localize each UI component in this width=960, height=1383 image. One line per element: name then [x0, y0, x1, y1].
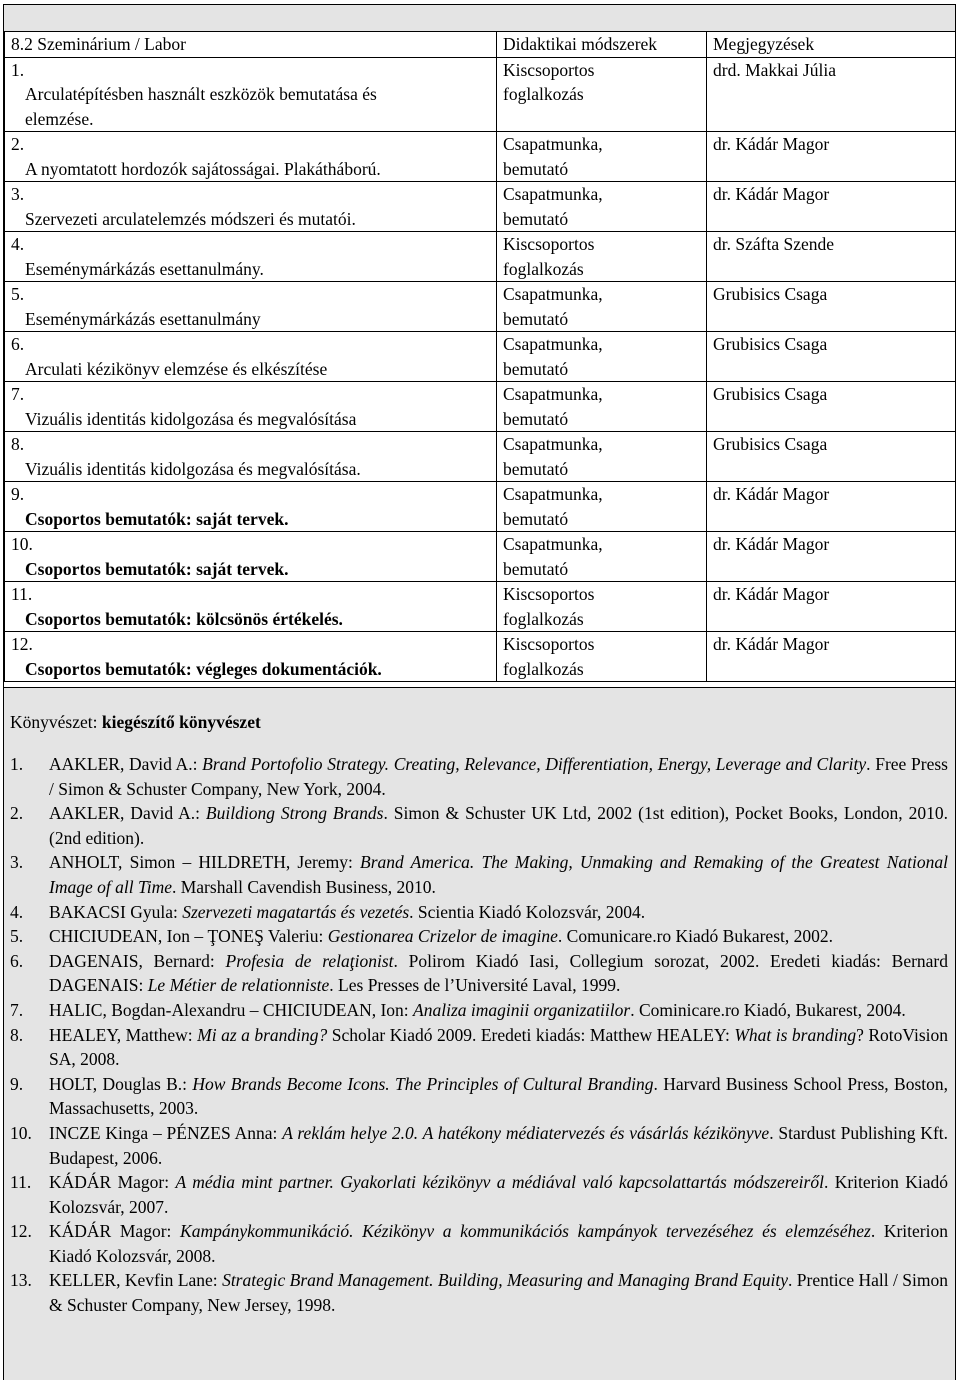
session-cell [5, 332, 497, 382]
method-line: Csapatmunka, [503, 334, 603, 354]
lecturer-name: dr. Kádár Magor [713, 534, 830, 554]
method-line: bemutató [503, 308, 569, 329]
reference-item [10, 924, 948, 949]
method-line: bemutató [503, 458, 569, 479]
table-row [5, 332, 956, 382]
reference-author: CHICIUDEAN, Ion – ŢONEŞ Valeriu: [49, 926, 328, 947]
reference-publisher: . Kriterion Kiadó Kolozsvár, 2007. [49, 1172, 948, 1217]
session-number: 9. [11, 484, 25, 504]
lecturer-name: Grubisics Csaga [713, 334, 828, 354]
reference-item [10, 1170, 948, 1219]
reference-title: Strategic Brand Management. Building, Measuring and Managing Brand Equity [222, 1270, 788, 1291]
method-line: bemutató [503, 558, 569, 579]
method-cell [497, 332, 707, 382]
table-row [5, 132, 956, 182]
reference-number: 6. [10, 950, 24, 971]
reference-author: KÁDÁR Magor: [49, 1221, 181, 1242]
session-cell [5, 432, 497, 482]
session-cell [5, 582, 497, 632]
reference-author: BAKACSI Gyula: [49, 901, 183, 922]
table-row [5, 182, 956, 232]
reference-publisher: . Prentice Hall / Simon & Schuster Company, New Jersey, 1998. [49, 1270, 948, 1316]
session-cell [5, 57, 497, 132]
reference-publisher: . Free Press / Simon & Schuster Company, New York, 2004. [49, 754, 948, 799]
session-number: 2. [11, 134, 25, 154]
note-cell [707, 332, 956, 382]
reference-item [10, 801, 948, 850]
reference-publisher: . Scientia Kiadó Kolozsvár, 2004. [409, 901, 646, 922]
note-cell [707, 382, 956, 432]
reference-title: How Brands Become Icons. The Principles of Cultural Branding [192, 1073, 654, 1094]
seminar-table [4, 31, 956, 682]
session-title: Arculati kézikönyv elemzése és elkészítése [25, 358, 328, 379]
reference-author: ANHOLT, Simon – HILDRETH, Jeremy: [49, 852, 361, 873]
note-cell [707, 482, 956, 532]
reference-item [10, 949, 948, 998]
note-cell [707, 632, 956, 682]
reference-original-publisher: . Les Presses de l’Université Laval, 1999. [329, 975, 621, 996]
lecturer-name: dr. Kádár Magor [713, 584, 830, 604]
reference-number: 13. [10, 1270, 32, 1291]
reference-title: Gestionarea Crizelor de imagine [327, 926, 558, 947]
reference-title: Brand Portofolio Strategy. Creating, Relevance, Differentiation, Energy, Leverage and Clarity [202, 754, 867, 774]
top-bar [4, 5, 955, 32]
lecturer-name: dr. Kádár Magor [713, 134, 830, 154]
reference-number: 7. [10, 999, 24, 1020]
reference-item [10, 1219, 948, 1268]
session-number: 5. [11, 284, 25, 304]
method-line: Kiscsoportos [503, 634, 595, 654]
reference-author: DAGENAIS, Bernard: [49, 950, 226, 971]
reference-number: 10. [10, 1122, 32, 1143]
bibliography-label: Könyvészet: [10, 712, 98, 732]
method-line: Csapatmunka, [503, 184, 603, 204]
session-title [11, 82, 496, 131]
session-title: Csoportos bemutatók: kölcsönös értékelés. [25, 608, 343, 629]
reference-number: 12. [10, 1221, 32, 1242]
session-number: 1. [11, 59, 25, 80]
lecturer-name: dr. Kádár Magor [713, 484, 830, 504]
reference-publisher: . Kriterion Kiadó Kolozsvár, 2008. [49, 1221, 948, 1266]
method-line: Csapatmunka, [503, 534, 603, 554]
reference-title: Brand America. The Making, Unmaking and Remaking of the Greatest National Image of all Time [49, 852, 948, 897]
reference-author: KELLER, Kevfin Lane: [49, 1270, 223, 1291]
table-row [5, 582, 956, 632]
lecturer-name: Grubisics Csaga [713, 384, 828, 404]
reference-author: AAKLER, David A.: [49, 803, 206, 824]
bibliography-sublabel: kiegészítő könyvészet [101, 712, 261, 732]
reference-publisher: Scholar Kiadó 2009. Eredeti kiadás: Matthew HEALEY: [327, 1024, 730, 1045]
reference-publisher: . Simon & Schuster UK Ltd, 2002 (1st edition), Pocket Books, London, 2010. (2nd edition). [49, 803, 948, 848]
header-method: Didaktikai módszerek [497, 32, 707, 58]
reference-original-publisher: ? RotoVision SA, 2008. [49, 1024, 949, 1070]
reference-publisher: . Stardust Publishing Kft. Budapest, 2006. [49, 1122, 949, 1168]
bibliography-heading [10, 710, 261, 734]
lecturer-name: dr. Kádár Magor [713, 634, 830, 654]
session-number: 8. [11, 434, 25, 454]
reference-item [10, 900, 948, 925]
method-cell [497, 432, 707, 482]
session-cell [5, 132, 497, 182]
session-title: A nyomtatott hordozók sajátosságai. Plakátháború. [25, 158, 381, 179]
method-line: Csapatmunka, [503, 434, 603, 454]
reference-author: INCZE Kinga – PÉNZES Anna: [49, 1122, 283, 1143]
session-title: Csoportos bemutatók: végleges dokumentációk. [25, 658, 382, 679]
method-line: Kiscsoportos [503, 234, 595, 254]
method-cell [497, 132, 707, 182]
reference-list [10, 752, 948, 1318]
reference-item [10, 1121, 948, 1170]
reference-number: 2. [10, 803, 24, 824]
lecturer-name: Grubisics Csaga [713, 434, 828, 454]
table-row [5, 282, 956, 332]
method-line: Csapatmunka, [503, 384, 603, 404]
reference-number: 1. [10, 754, 24, 774]
session-number: 7. [11, 384, 25, 404]
method-line: Kiscsoportos [503, 584, 595, 604]
reference-item [10, 1023, 948, 1072]
session-number: 12. [11, 634, 33, 654]
session-title-line: Arculatépítésben használt eszközök bemutatása és [25, 84, 377, 104]
note-cell [707, 282, 956, 332]
session-title-line: elemzése. [25, 108, 94, 129]
method-cell [497, 582, 707, 632]
reference-author: KÁDÁR Magor: [49, 1172, 176, 1193]
method-cell [497, 532, 707, 582]
reference-title: A reklám helye 2.0. A hatékony médiatervezés és vásárlás kézikönyve [282, 1122, 770, 1143]
session-number: 3. [11, 184, 25, 204]
session-number: 6. [11, 334, 25, 354]
session-title: Szervezeti arculatelemzés módszeri és mutatói. [25, 208, 356, 229]
reference-item [10, 850, 948, 899]
reference-title: Mi az a branding? [197, 1024, 328, 1045]
note-cell [707, 132, 956, 182]
session-cell [5, 182, 497, 232]
note-cell [707, 232, 956, 282]
session-cell [5, 282, 497, 332]
method-line: foglalkozás [503, 608, 584, 629]
note-cell [707, 582, 956, 632]
method-cell [497, 57, 707, 132]
reference-publisher: . Comunicare.ro Kiadó Bukarest, 2002. [557, 926, 833, 947]
method-line: Csapatmunka, [503, 284, 603, 304]
method-line: bemutató [503, 358, 569, 379]
table-row [5, 57, 956, 132]
table-row [5, 482, 956, 532]
session-cell [5, 482, 497, 532]
reference-publisher: . Marshall Cavendish Business, 2010. [171, 876, 436, 897]
lecturer-name: dr. Kádár Magor [713, 184, 830, 204]
note-cell [707, 57, 956, 132]
session-cell [5, 382, 497, 432]
reference-author: HEALEY, Matthew: [49, 1024, 198, 1045]
session-number: 4. [11, 234, 25, 254]
reference-title: A média mint partner. Gyakorlati kézikönyv a médiával való kapcsolattartás módszereiről [175, 1172, 824, 1193]
reference-original-title: What is branding [734, 1024, 857, 1045]
reference-publisher: . Harvard Business School Press, Boston, Massachusetts, 2003. [49, 1073, 948, 1119]
session-title: Csoportos bemutatók: saját tervek. [25, 508, 289, 529]
session-cell [5, 532, 497, 582]
session-cell [5, 232, 497, 282]
reference-number: 11. [10, 1172, 32, 1193]
method-line: Kiscsoportos [503, 59, 595, 80]
reference-item [10, 1072, 948, 1121]
reference-author: HOLT, Douglas B.: [49, 1073, 193, 1094]
session-title: Vizuális identitás kidolgozása és megvalósítása. [25, 458, 361, 479]
lecturer-name: drd. Makkai Júlia [713, 59, 836, 80]
reference-publisher: . Cominicare.ro Kiadó, Bukarest, 2004. [630, 999, 906, 1020]
session-title: Csoportos bemutatók: saját tervek. [25, 558, 289, 579]
method-line: foglalkozás [503, 658, 584, 679]
table-row [5, 432, 956, 482]
reference-item [10, 752, 948, 801]
method-cell [497, 382, 707, 432]
method-line: bemutató [503, 508, 569, 529]
method-line: bemutató [503, 408, 569, 429]
reference-title: Profesia de relaţionist [225, 950, 394, 971]
session-number: 10. [11, 534, 33, 554]
method-cell [497, 182, 707, 232]
reference-title: Buildiong Strong Brands [205, 803, 384, 824]
reference-publisher: . Polirom Kiadó Iasi, Collegium sorozat, 2002. Eredeti kiadás: Bernard DAGENAIS: [49, 950, 949, 996]
method-line: foglalkozás [503, 84, 584, 104]
reference-number: 8. [10, 1024, 24, 1045]
reference-title: Analiza imaginii organizatiilor [413, 999, 631, 1020]
table-row [5, 632, 956, 682]
reference-number: 3. [10, 852, 24, 873]
method-line: Csapatmunka, [503, 484, 603, 504]
method-line: foglalkozás [503, 258, 584, 279]
header-session: 8.2 Szeminárium / Labor [5, 32, 497, 58]
table-row [5, 232, 956, 282]
reference-number: 5. [10, 926, 24, 947]
session-title: Vizuális identitás kidolgozása és megvalósítása [25, 408, 357, 429]
document-page [3, 4, 956, 1380]
note-cell [707, 532, 956, 582]
reference-original-title: Le Métier de relationniste [147, 975, 330, 996]
reference-author: HALIC, Bogdan-Alexandru – CHICIUDEAN, Ion: [49, 999, 414, 1020]
method-line: Csapatmunka, [503, 134, 603, 154]
session-title: Eseménymárkázás esettanulmány [25, 308, 261, 329]
session-title: Eseménymárkázás esettanulmány. [25, 258, 264, 279]
note-cell [707, 182, 956, 232]
method-line: bemutató [503, 158, 569, 179]
reference-number: 4. [10, 901, 24, 922]
table-row [5, 382, 956, 432]
header-note: Megjegyzések [707, 32, 956, 58]
lecturer-name: Grubisics Csaga [713, 284, 828, 304]
method-cell [497, 232, 707, 282]
session-cell [5, 632, 497, 682]
reference-number: 9. [10, 1073, 24, 1094]
method-cell [497, 282, 707, 332]
reference-item [10, 998, 948, 1023]
lecturer-name: dr. Száfta Szende [713, 234, 834, 254]
method-cell [497, 632, 707, 682]
note-cell [707, 432, 956, 482]
session-number: 11. [11, 584, 33, 604]
reference-title: Kampánykommunikáció. Kézikönyv a kommunikációs kampányok tervezéséhez és elemzéséhez [180, 1221, 871, 1242]
bibliography-section [4, 687, 955, 1380]
reference-title: Szervezeti magatartás és vezetés [182, 901, 410, 922]
table-row [5, 532, 956, 582]
method-cell [497, 482, 707, 532]
reference-item [10, 1268, 948, 1317]
method-line: bemutató [503, 208, 569, 229]
reference-author: AAKLER, David A.: [49, 754, 203, 774]
table-header-row [5, 32, 956, 58]
